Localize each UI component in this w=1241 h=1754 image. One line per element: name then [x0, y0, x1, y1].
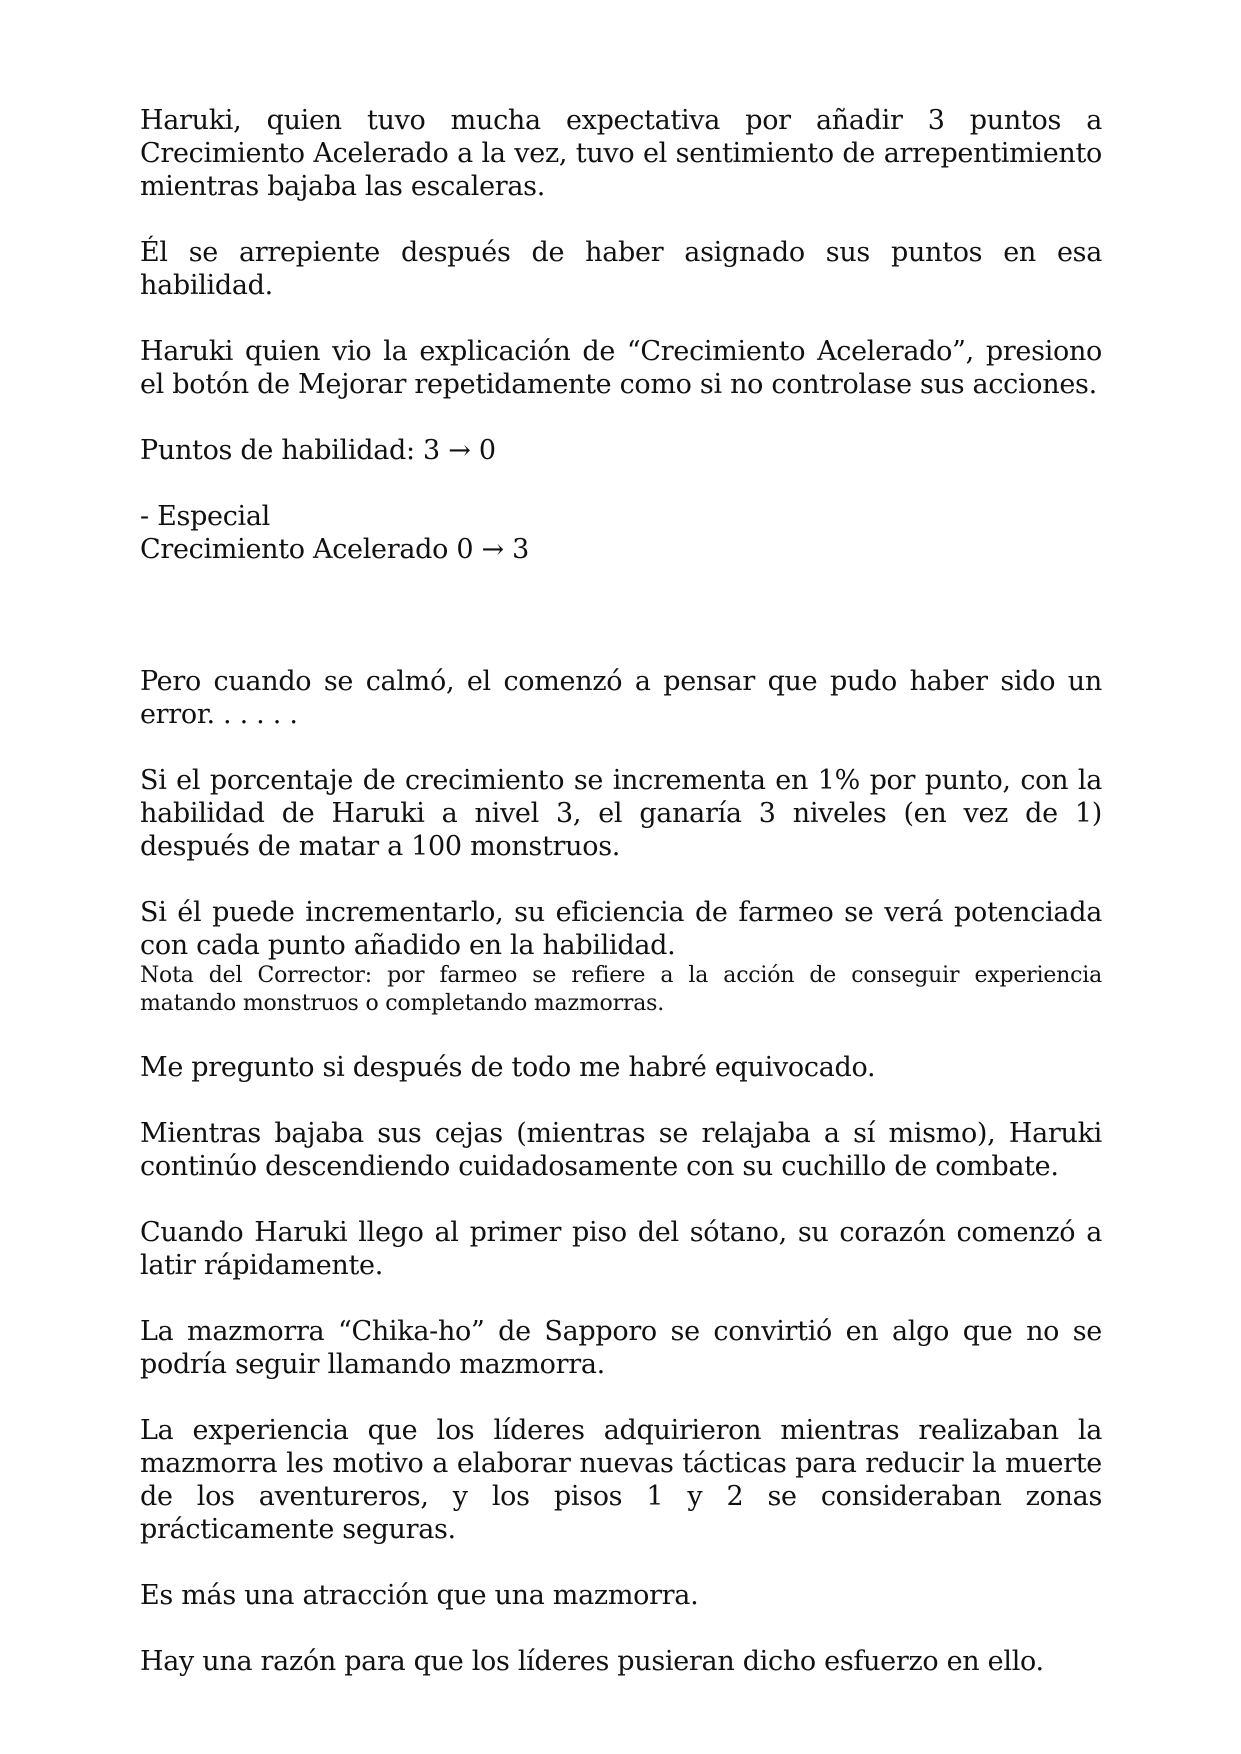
paragraph: Él se arrepiente después de haber asignado sus puntos en esa habilidad.	[140, 237, 1102, 301]
paragraph: Hay una razón para que los líderes pusieran dicho esfuerzo en ello.	[140, 1646, 1044, 1677]
spacer	[140, 1546, 1102, 1579]
spacer	[140, 203, 1102, 236]
paragraph: Pero cuando se calmó, el comenzó a pensar que pudo haber sido un error. . . . . .	[140, 666, 1102, 730]
paragraph: Me pregunto si después de todo me habré equivocado.	[140, 1052, 876, 1083]
spacer	[140, 1183, 1102, 1216]
paragraph: Si él puede incrementarlo, su eficiencia de farmeo se verá potenciada con cada punto añadido en la habilidad.	[140, 897, 1102, 961]
spacer	[140, 1084, 1102, 1117]
paragraph: Si el porcentaje de crecimiento se incrementa en 1% por punto, con la habilidad de Haruki a nivel 3, el ganaría 3 niveles (en vez de 1) después de matar a 100 monstruos.	[140, 765, 1102, 862]
spacer	[140, 863, 1102, 896]
spacer	[140, 1282, 1102, 1315]
spacer	[140, 1018, 1102, 1051]
document-page	[140, 104, 1102, 1678]
skill-category-line: - Especial	[140, 501, 271, 532]
spacer	[140, 566, 1102, 665]
spacer	[140, 302, 1102, 335]
paragraph: Mientras bajaba sus cejas (mientras se relajaba a sí mismo), Haruki continúo descendiendo cuidadosamente con su cuchillo de combate.	[140, 1118, 1102, 1182]
spacer	[140, 1381, 1102, 1414]
spacer	[140, 1612, 1102, 1645]
skill-upgrade-line: Crecimiento Acelerado 0 → 3	[140, 534, 529, 565]
spacer	[140, 467, 1102, 500]
proofreader-note: Nota del Corrector: por farmeo se refiere a la acción de conseguir experiencia matando monstruos o completando mazmorras.	[140, 963, 1102, 1016]
paragraph: La mazmorra “Chika-ho” de Sapporo se convirtió en algo que no se podría seguir llamando mazmorra.	[140, 1316, 1102, 1380]
paragraph: Haruki, quien tuvo mucha expectativa por añadir 3 puntos a Crecimiento Acelerado a la vez, tuvo el sentimiento de arrepentimiento mientras bajaba las escaleras.	[140, 105, 1102, 202]
paragraph: Haruki quien vio la explicación de “Crecimiento Acelerado”, presiono el botón de Mejorar repetidamente como si no controlase sus acciones.	[140, 336, 1102, 400]
paragraph: Cuando Haruki llego al primer piso del sótano, su corazón comenzó a latir rápidamente.	[140, 1217, 1102, 1281]
paragraph: La experiencia que los líderes adquirieron mientras realizaban la mazmorra les motivo a elaborar nuevas tácticas para reducir la muerte de los aventureros, y los pisos 1 y 2 se consideraban zonas prácticamente seguras.	[140, 1415, 1102, 1545]
spacer	[140, 731, 1102, 764]
spacer	[140, 401, 1102, 434]
paragraph: Es más una atracción que una mazmorra.	[140, 1580, 699, 1611]
skill-points-line: Puntos de habilidad: 3 → 0	[140, 435, 496, 466]
